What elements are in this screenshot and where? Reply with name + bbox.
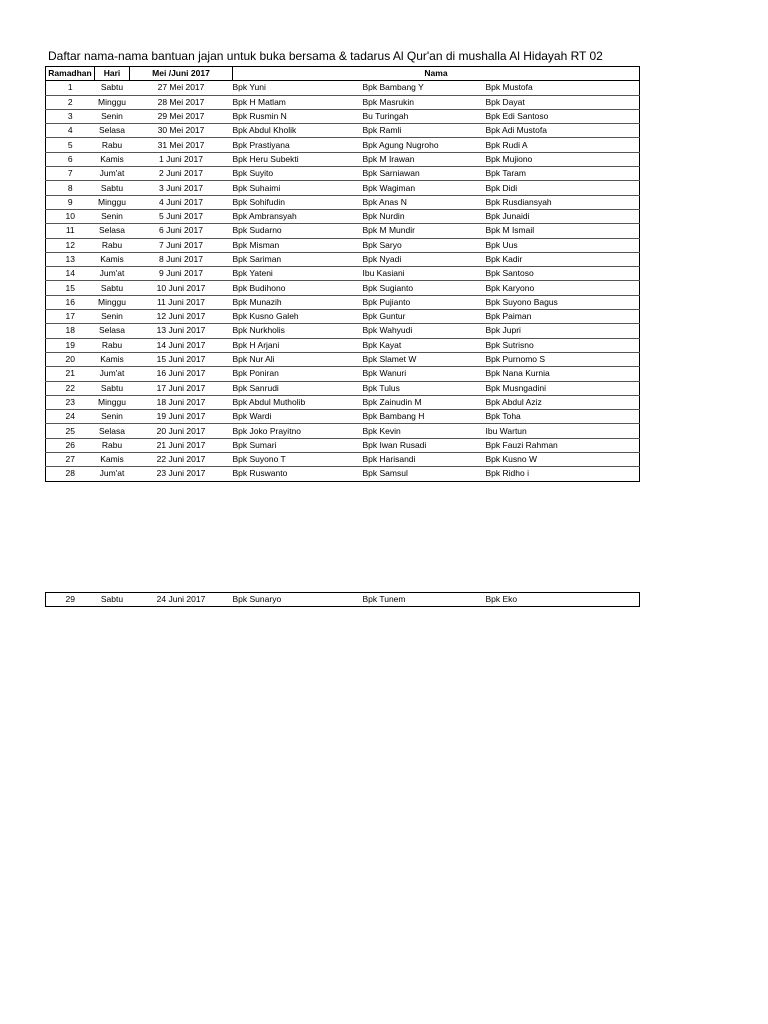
cell-nama-3: Bpk Junaidi [485,211,530,222]
cell-tanggal: 15 Juni 2017 [156,354,206,365]
cell-hari: Senin [101,411,123,422]
table-row [46,395,640,409]
table-row [46,181,640,195]
cell-nama-3: Bpk Fauzi Rahman [485,439,558,450]
cell-nama-3: Bpk Suyono Bagus [485,296,558,307]
table-row [46,593,640,607]
cell-nama-3: Bpk Eko [485,594,518,605]
cell-tanggal: 20 Juni 2017 [156,425,206,436]
cell-hari: Rabu [101,139,123,150]
cell-hari: Minggu [98,396,126,407]
cell-hari: Minggu [98,196,126,207]
cell-ramadhan: 20 [65,354,75,365]
cell-nama-1: Bpk Suyito [232,168,274,179]
cell-nama-1: Bpk Yateni [232,268,273,279]
cell-tanggal: 16 Juni 2017 [156,368,206,379]
cell-tanggal: 31 Mei 2017 [157,139,205,150]
cell-ramadhan: 26 [65,439,75,450]
cell-nama-1: Bpk Sumari [232,439,277,450]
cell-nama-2: Bu Turingah [362,111,409,122]
cell-tanggal: 30 Mei 2017 [157,125,205,136]
cell-nama-2: Bpk Saryo [362,239,402,250]
cell-hari: Senin [101,211,123,222]
cell-nama-1: Bpk Nurkholis [232,325,285,336]
cell-hari: Selasa [99,425,125,436]
cell-nama-2: Bpk Anas N [362,196,407,207]
cell-tanggal: 8 Juni 2017 [159,254,203,264]
cell-ramadhan: 8 [67,182,73,193]
cell-tanggal: 19 Juni 2017 [156,411,206,422]
cell-nama-2: Bpk Wagiman [362,182,416,193]
cell-ramadhan: 1 [67,82,73,93]
cell-nama-1: Bpk Wardi [232,411,272,422]
cell-nama-2: Bpk Pujianto [362,296,411,307]
cell-nama-1: Bpk Poniran [232,368,279,379]
cell-hari: Sabtu [100,82,124,93]
cell-hari: Minggu [98,296,126,307]
cell-nama-2: Bpk M Irawan [362,153,415,164]
cell-nama-1: Bpk Abdul Kholik [232,125,297,136]
cell-nama-3: Bpk Dayat [485,96,525,107]
cell-nama-1: Bpk Munazih [232,296,282,307]
cell-nama-3: Bpk Musngadini [485,382,546,393]
cell-tanggal: 24 Juni 2017 [156,594,206,605]
table-row [46,81,640,95]
cell-hari: Selasa [99,325,125,336]
header-hari: Hari [95,67,130,81]
cell-hari: Rabu [101,439,123,450]
cell-nama-3: Bpk Jupri [485,325,521,336]
table-row [46,352,640,366]
cell-hari: Selasa [99,125,125,136]
cell-hari: Senin [101,311,123,322]
table-row [46,267,640,281]
cell-nama-1: Bpk H Matlam [232,96,286,107]
cell-nama-1: Bpk Sanrudi [232,382,279,393]
cell-tanggal: 2 Juni 2017 [159,168,203,179]
cell-nama-2: Bpk Zainudin M [362,396,422,407]
cell-nama-3: Ibu Wartun [485,425,527,436]
extra-schedule-table [45,592,640,607]
cell-ramadhan: 22 [65,382,75,393]
cell-nama-3: Bpk Ridho i [485,468,529,479]
cell-tanggal: 29 Mei 2017 [157,111,205,122]
cell-hari: Sabtu [100,182,124,193]
cell-nama-2: Bpk Samsul [362,468,408,479]
table-row [46,209,640,223]
table-row [46,109,640,123]
table-row [46,95,640,109]
cell-tanggal: 1 Juni 2017 [159,153,203,164]
table-row [46,467,640,481]
page-title: Daftar nama-nama bantuan jajan untuk buka bersama & tadarus Al Qur'an di mushalla Al Hidayah RT 02 [48,49,603,63]
header-nama: Nama [233,67,640,81]
cell-nama-2: Bpk Kevin [362,425,401,436]
cell-tanggal: 10 Juni 2017 [156,282,206,293]
table-row [46,252,640,266]
cell-ramadhan: 4 [67,125,73,136]
cell-nama-3: Bpk Purnomo S [485,354,546,365]
cell-nama-2: Bpk Sugianto [362,282,414,293]
cell-tanggal: 4 Juni 2017 [159,196,203,207]
table-row [46,224,640,238]
table-row [46,381,640,395]
cell-ramadhan: 2 [67,96,73,107]
cell-ramadhan: 17 [65,311,75,322]
cell-hari: Jum'at [99,168,125,179]
cell-tanggal: 3 Juni 2017 [159,182,203,193]
cell-ramadhan: 13 [65,254,75,264]
cell-hari: Kamis [100,254,124,264]
cell-tanggal: 7 Juni 2017 [159,239,203,250]
cell-nama-1: Bpk Suhaimi [232,182,281,193]
cell-nama-2: Bpk Bambang Y [362,82,424,93]
table-row [46,295,640,309]
cell-hari: Senin [101,111,123,122]
header-ramadhan: Ramadhan [46,67,95,81]
cell-hari: Jum'at [99,268,125,279]
table-row [46,338,640,352]
cell-tanggal: 27 Mei 2017 [157,82,205,93]
cell-ramadhan: 23 [65,396,75,407]
cell-nama-1: Bpk Sohifudin [232,196,285,207]
cell-nama-2: Bpk Wanuri [362,368,407,379]
cell-ramadhan: 5 [67,139,73,150]
table-row [46,167,640,181]
cell-nama-2: Bpk Tulus [362,382,400,393]
cell-nama-2: Bpk Slamet W [362,354,417,365]
cell-tanggal: 13 Juni 2017 [156,325,206,336]
cell-hari: Sabtu [100,282,124,293]
cell-ramadhan: 25 [65,425,75,436]
cell-hari: Minggu [98,96,126,107]
table-row [46,152,640,166]
cell-nama-1: Bpk Joko Prayitno [232,425,302,436]
cell-nama-3: Bpk Kadir [485,254,523,264]
table-row [46,195,640,209]
cell-nama-1: Bpk Sudarno [232,225,282,236]
table-row [46,424,640,438]
cell-ramadhan: 9 [67,196,73,207]
cell-tanggal: 9 Juni 2017 [159,268,203,279]
cell-nama-1: Bpk Sunaryo [232,594,282,605]
cell-nama-1: Bpk Misman [232,239,280,250]
table-row [46,138,640,152]
cell-nama-2: Bpk Wahyudi [362,325,413,336]
cell-nama-1: Bpk Kusno Galeh [232,311,299,322]
cell-nama-2: Bpk Nyadi [362,254,402,264]
cell-ramadhan: 21 [65,368,75,379]
cell-nama-3: Bpk Didi [485,182,518,193]
cell-nama-2: Bpk Kayat [362,339,402,350]
cell-nama-3: Bpk Paiman [485,311,532,322]
cell-nama-3: Bpk Santoso [485,268,534,279]
cell-tanggal: 11 Juni 2017 [156,296,206,307]
cell-nama-1: Bpk Rusmin N [232,111,287,122]
cell-hari: Kamis [100,153,124,164]
cell-ramadhan: 3 [67,111,73,122]
cell-nama-2: Bpk Agung Nugroho [362,139,439,150]
cell-tanggal: 28 Mei 2017 [157,96,205,107]
cell-nama-3: Bpk M Ismail [485,225,535,236]
table-row [46,324,640,338]
cell-ramadhan: 12 [65,239,75,250]
cell-nama-2: Bpk Tunem [362,594,406,605]
cell-tanggal: 17 Juni 2017 [156,382,206,393]
schedule-table [45,66,640,482]
cell-hari: Sabtu [100,594,124,605]
cell-tanggal: 5 Juni 2017 [159,211,203,222]
cell-nama-1: Bpk Ambransyah [232,211,297,222]
cell-tanggal: 18 Juni 2017 [156,396,206,407]
cell-nama-2: Bpk Nurdin [362,211,405,222]
cell-ramadhan: 10 [65,211,75,222]
cell-nama-2: Ibu Kasiani [362,268,405,279]
cell-nama-3: Bpk Abdul Aziz [485,396,542,407]
cell-nama-2: Bpk Bambang H [362,411,425,422]
table-row [46,238,640,252]
cell-nama-3: Bpk Uus [485,239,518,250]
cell-ramadhan: 15 [65,282,75,293]
cell-nama-1: Bpk Suyono T [232,454,286,465]
cell-nama-2: Bpk M Mundir [362,225,415,236]
cell-ramadhan: 6 [67,153,73,164]
cell-nama-3: Bpk Mujiono [485,153,533,164]
cell-nama-3: Bpk Taram [485,168,526,179]
cell-nama-2: Bpk Iwan Rusadi [362,439,427,450]
cell-ramadhan: 16 [65,296,75,307]
cell-hari: Selasa [99,225,125,236]
cell-nama-1: Bpk Abdul Mutholib [232,396,306,407]
cell-tanggal: 12 Juni 2017 [156,311,206,322]
table-row [46,124,640,138]
table-row [46,367,640,381]
table-row [46,453,640,467]
cell-tanggal: 23 Juni 2017 [156,468,206,479]
cell-nama-3: Bpk Rusdiansyah [485,196,552,207]
cell-nama-3: Bpk Mustofa [485,82,533,93]
cell-nama-3: Bpk Kusno W [485,454,537,465]
cell-hari: Jum'at [99,468,125,479]
table-row [46,438,640,452]
cell-ramadhan: 24 [65,411,75,422]
cell-tanggal: 22 Juni 2017 [156,454,206,465]
cell-nama-1: Bpk Sariman [232,254,282,264]
cell-nama-1: Bpk Ruswanto [232,468,288,479]
cell-nama-1: Bpk Heru Subekti [232,153,299,164]
cell-nama-2: Bpk Guntur [362,311,406,322]
cell-ramadhan: 7 [67,168,73,179]
cell-nama-3: Bpk Adi Mustofa [485,125,547,136]
cell-nama-2: Bpk Masrukin [362,96,414,107]
cell-nama-3: Bpk Edi Santoso [485,111,549,122]
cell-tanggal: 14 Juni 2017 [156,339,206,350]
cell-nama-2: Bpk Harisandi [362,454,416,465]
header-tanggal: Mei /Juni 2017 [130,67,233,81]
cell-tanggal: 21 Juni 2017 [156,439,206,450]
cell-nama-3: Bpk Toha [485,411,521,422]
cell-nama-1: Bpk Nur Ali [232,354,275,365]
cell-ramadhan: 29 [65,594,75,605]
cell-ramadhan: 28 [65,468,75,479]
cell-ramadhan: 27 [65,454,75,465]
header-row [46,67,640,81]
cell-nama-2: Bpk Sarniawan [362,168,420,179]
cell-hari: Rabu [101,239,123,250]
cell-ramadhan: 14 [65,268,75,279]
cell-nama-1: Bpk Yuni [232,82,266,93]
cell-hari: Rabu [101,339,123,350]
cell-nama-1: Bpk Prastiyana [232,139,290,150]
schedule-body [46,81,640,481]
cell-hari: Sabtu [100,382,124,393]
cell-ramadhan: 18 [65,325,75,336]
cell-nama-3: Bpk Karyono [485,282,535,293]
cell-hari: Kamis [100,354,124,365]
cell-nama-2: Bpk Ramli [362,125,402,136]
cell-nama-3: Bpk Rudi A [485,139,528,150]
table-row [46,281,640,295]
cell-hari: Kamis [100,454,124,465]
table-row [46,410,640,424]
cell-nama-3: Bpk Nana Kurnia [485,368,550,379]
cell-nama-1: Bpk Budihono [232,282,286,293]
cell-ramadhan: 19 [65,339,75,350]
cell-hari: Jum'at [99,368,125,379]
cell-nama-1: Bpk H Arjani [232,339,280,350]
table-row [46,310,640,324]
cell-tanggal: 6 Juni 2017 [159,225,203,236]
cell-nama-3: Bpk Sutrisno [485,339,534,350]
cell-ramadhan: 11 [65,225,75,236]
